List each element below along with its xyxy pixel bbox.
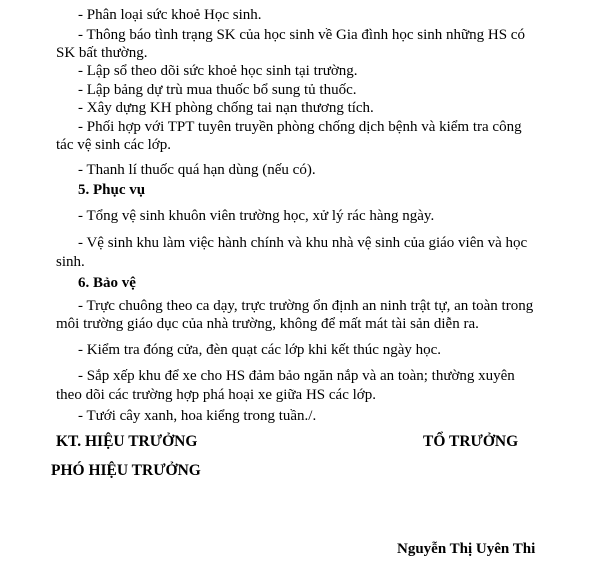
text-line: - Trực chuông theo ca dạy, trực trường ổn định an ninh trật tự, an toàn trong <box>78 298 534 314</box>
text-line: theo dõi các trường hợp phá hoại xe giữa HS các lớp. <box>56 387 376 403</box>
text-line: - Thông báo tình trạng SK của học sinh về Gia đình học sinh những HS có <box>78 27 525 43</box>
text-line: - Tổng vệ sinh khuôn viên trường học, xử lý rác hàng ngày. <box>78 208 435 224</box>
signature-right-title: TỔ TRƯỞNG <box>423 433 519 450</box>
text-line: SK bất thường. <box>56 45 148 61</box>
signature-left-title: KT. HIỆU TRƯỞNG <box>56 433 198 450</box>
text-line: - Vệ sinh khu làm việc hành chính và khu nhà vệ sinh của giáo viên và học <box>78 235 528 251</box>
text-line: - Tưới cây xanh, hoa kiểng trong tuần./. <box>78 408 317 424</box>
text-line: - Kiểm tra đóng cửa, đèn quạt các lớp khi kết thúc ngày học. <box>78 342 442 358</box>
text-line: - Lập sổ theo dõi sức khoẻ học sinh tại trường. <box>78 63 358 79</box>
text-line: - Sắp xếp khu để xe cho HS đảm bảo ngăn nắp và an toàn; thường xuyên <box>78 368 515 384</box>
text-line: tác vệ sinh các lớp. <box>56 137 171 153</box>
text-line: - Xây dựng KH phòng chống tai nạn thương tích. <box>78 100 374 116</box>
signature-left-subtitle: PHÓ HIỆU TRƯỞNG <box>51 462 201 479</box>
text-line: - Phối hợp với TPT tuyên truyền phòng chống dịch bệnh và kiểm tra công <box>78 119 522 135</box>
text-line: sinh. <box>56 254 85 270</box>
text-line: - Thanh lí thuốc quá hạn dùng (nếu có). <box>78 162 316 178</box>
text-line: môi trường giáo dục của nhà trường, không để mất mát tài sản diễn ra. <box>56 316 479 332</box>
text-line: - Phân loại sức khoẻ Học sinh. <box>78 7 262 23</box>
section-heading: 5. Phục vụ <box>78 182 146 198</box>
text-line: - Lập bảng dự trù mua thuốc bổ sung tủ thuốc. <box>78 82 357 98</box>
section-heading: 6. Bảo vệ <box>78 275 136 291</box>
signature-right-name: Nguyễn Thị Uyên Thi <box>397 541 536 557</box>
